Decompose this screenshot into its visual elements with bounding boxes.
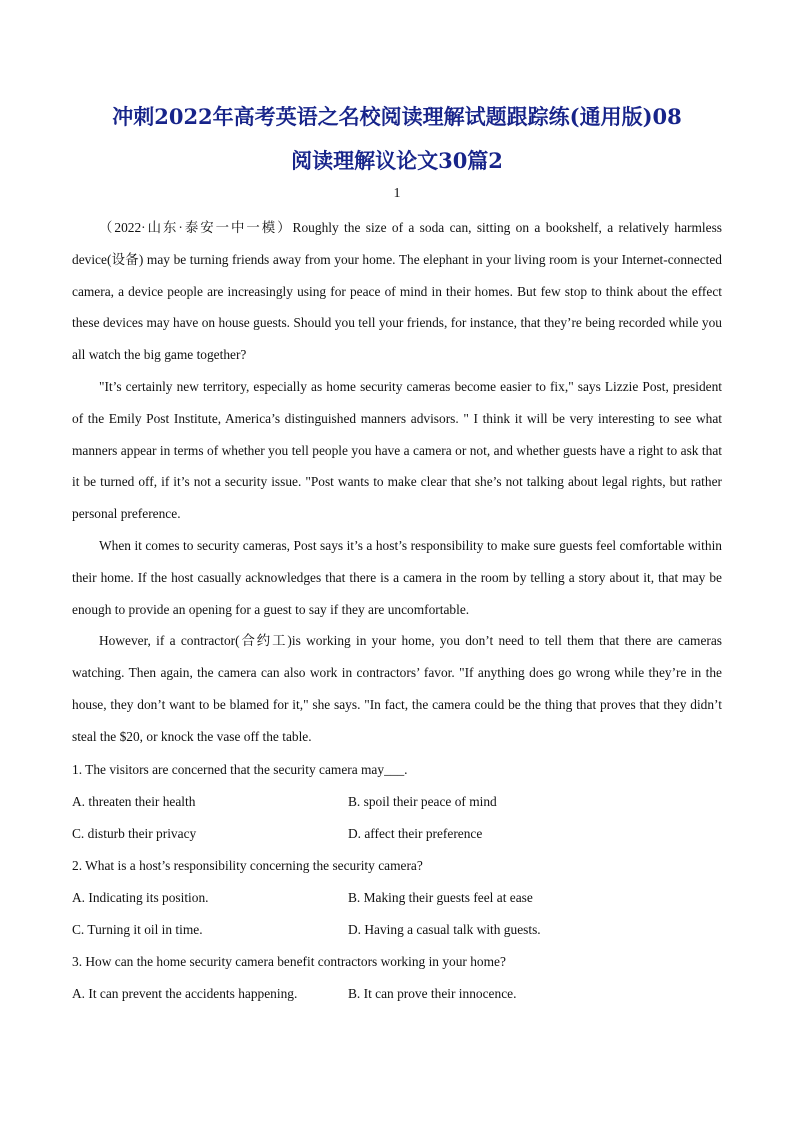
option-d: D. Having a casual talk with guests. bbox=[348, 922, 541, 937]
options-row bbox=[72, 914, 722, 946]
options-row bbox=[72, 786, 722, 818]
option-a: A. Indicating its position. bbox=[72, 890, 209, 905]
document-title-line-1: 冲刺2022年高考英语之名校阅读理解试题跟踪练(通用版)08 bbox=[112, 104, 682, 129]
option-c: C. disturb their privacy bbox=[72, 826, 197, 841]
option-b: B. Making their guests feel at ease bbox=[348, 890, 533, 905]
options-row bbox=[72, 882, 722, 914]
question-stem: 1. The visitors are concerned that the security camera may___. bbox=[72, 762, 408, 777]
option-c: C. Turning it oil in time. bbox=[72, 922, 203, 937]
options-row bbox=[72, 818, 722, 850]
option-d: D. affect their preference bbox=[348, 826, 483, 841]
option-a: A. threaten their health bbox=[72, 794, 196, 809]
option-b: B. spoil their peace of mind bbox=[348, 794, 497, 809]
passage-paragraph: （2022·山东·泰安一中一模）Roughly the size of a soda can, sitting on a bookshelf, a relatively harmless device(设备) may be turning friends away from your home. The elephant in your living room is your Internet-connected camera, a device people are increasingly using for peace of mind in their homes. But few stop to think about the effect these devices may have on house guests. Should you tell your friends, for instance, that they’re being recorded while you all watch the big game together? bbox=[72, 220, 722, 363]
passage-paragraph: When it comes to security cameras, Post says it’s a host’s responsibility to make sure guests feel comfortable within their home. If the host casually acknowledges that there is a camera in the room by telling a story about it, that may be enough to provide an opening for a guest to say if they are uncomfortable. bbox=[72, 537, 722, 617]
option-b: B. It can prove their innocence. bbox=[348, 986, 517, 1001]
passage-paragraph: However, if a contractor(合约工)is working in your home, you don’t need to tell them that there are cameras watching. Then again, the camera can also work in contractors’ favor. "If anything does go wrong while they’re in the house, they don’t want to be blamed for it," she says. "In fact, the camera could be the thing that proves that they didn’t steal the $20, or knock the vase off the table. bbox=[72, 633, 722, 744]
document-title-line-2: 阅读理解议论文30篇2 bbox=[291, 148, 503, 173]
passage-paragraph: "It’s certainly new territory, especially as home security cameras become easier to fix," says Lizzie Post, president of the Emily Post Institute, America’s distinguished manners advisors. " I think it will be very interesting to see what manners appear in terms of whether you tell people you have a camera or not, and whether guests have a right to ask that it be turned off, if it’s not a security issue. "Post wants to make clear that she’s not talking about legal rights, but rather personal preference. bbox=[72, 378, 722, 522]
question-stem: 2. What is a host’s responsibility concerning the security camera? bbox=[72, 858, 423, 873]
question-stem: 3. How can the home security camera benefit contractors working in your home? bbox=[72, 954, 506, 969]
option-a: A. It can prevent the accidents happening. bbox=[72, 986, 298, 1001]
options-row bbox=[72, 978, 722, 1010]
page-number: 1 bbox=[393, 186, 401, 201]
passage-body bbox=[72, 212, 722, 753]
questions-section bbox=[72, 754, 722, 1010]
